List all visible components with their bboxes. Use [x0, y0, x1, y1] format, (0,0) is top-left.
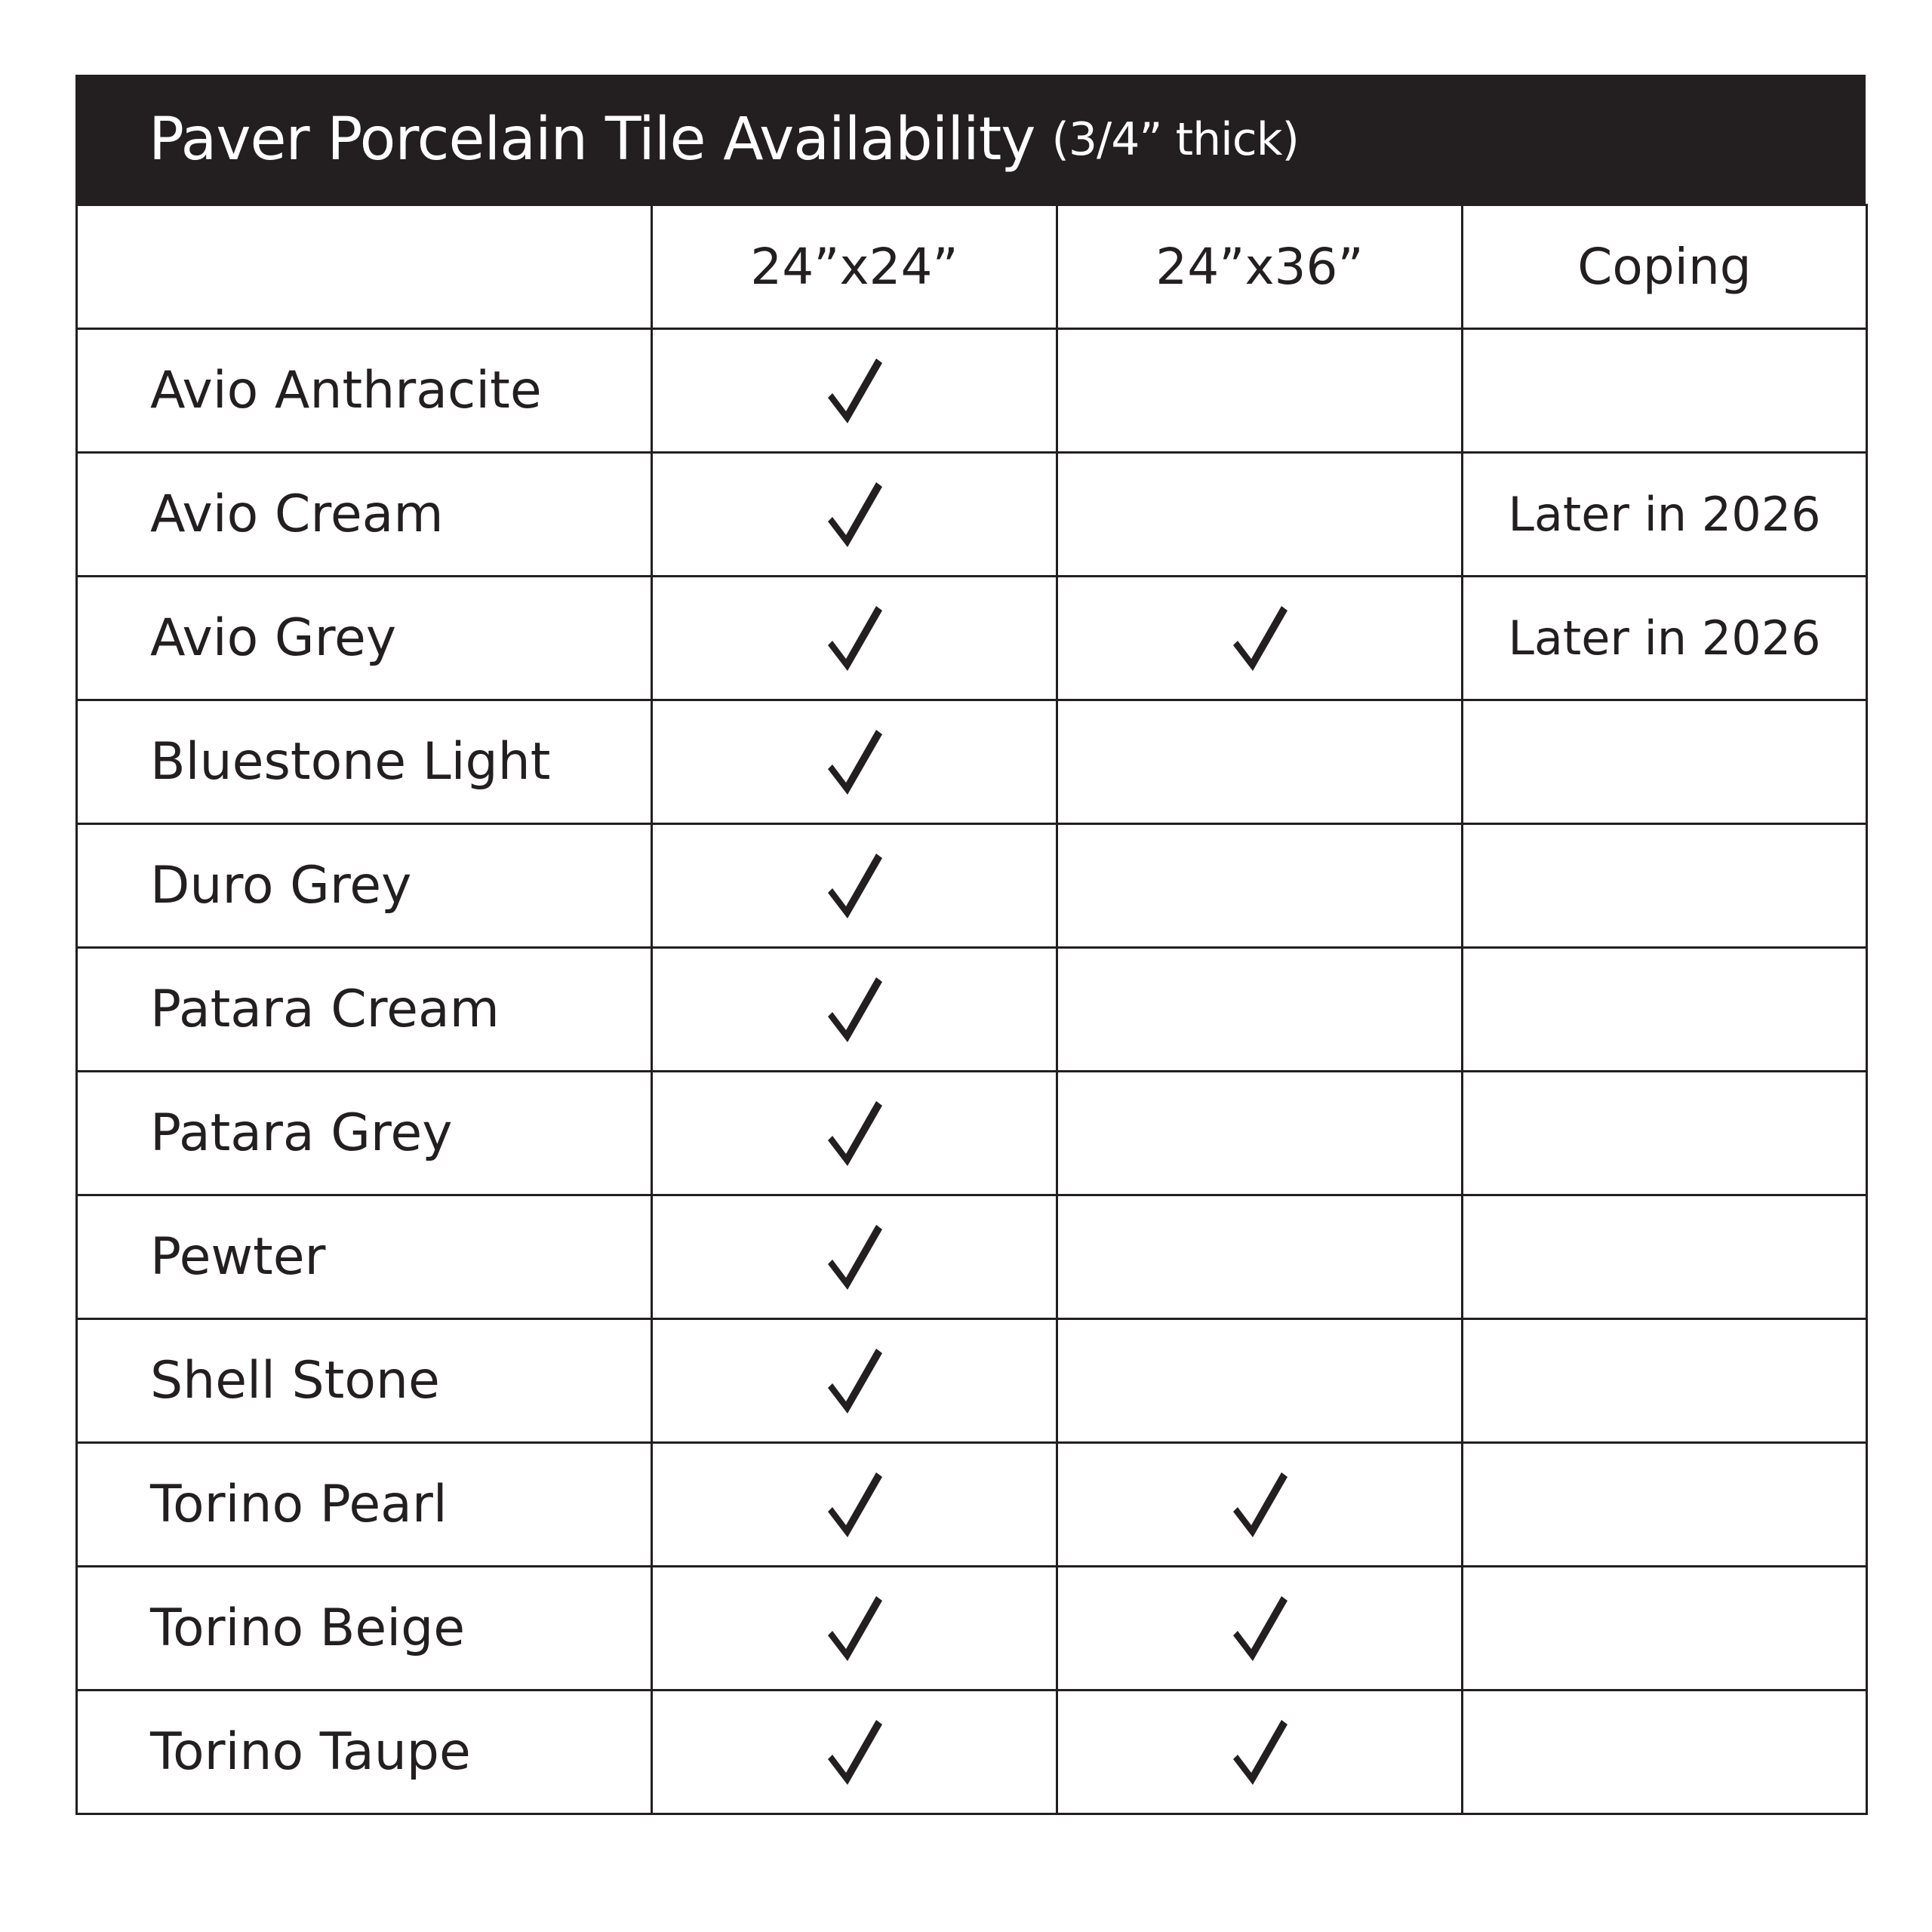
table-row: [77, 1319, 1867, 1443]
tile-name: Torino Taupe: [77, 1690, 652, 1814]
availability-sheet: [75, 75, 1866, 1815]
tile-name: Avio Anthracite: [77, 329, 652, 453]
availability-cell-24x24: [652, 1690, 1057, 1814]
availability-cell-24x36: [1057, 700, 1463, 824]
tile-name: Torino Pearl: [77, 1443, 652, 1567]
header-row: [77, 205, 1867, 329]
availability-table: [75, 204, 1868, 1815]
column-header-24x24: 24”x24”: [652, 205, 1057, 329]
table-body: [77, 329, 1867, 1814]
availability-cell-24x24: [652, 1567, 1057, 1690]
availability-cell-24x36: [1057, 1567, 1463, 1690]
availability-cell-24x24: [652, 948, 1057, 1072]
availability-cell-24x24: [652, 453, 1057, 577]
checkmark-icon: [1230, 1595, 1289, 1663]
tile-name: Pewter: [77, 1195, 652, 1319]
availability-cell-24x24: [652, 1195, 1057, 1319]
checkmark-icon: [825, 976, 884, 1044]
availability-cell-24x24: [652, 1443, 1057, 1567]
coping-cell: [1463, 1195, 1867, 1319]
column-header-coping: Coping: [1463, 205, 1867, 329]
table-row: [77, 1567, 1867, 1690]
coping-cell: [1463, 1319, 1867, 1443]
table-row: [77, 1443, 1867, 1567]
coping-cell: [1463, 948, 1867, 1072]
checkmark-icon: [825, 1347, 884, 1415]
table-row: [77, 700, 1867, 824]
tile-name: Torino Beige: [77, 1567, 652, 1690]
tile-name: Patara Cream: [77, 948, 652, 1072]
coping-cell: Later in 2026: [1463, 577, 1867, 700]
availability-cell-24x36: [1057, 329, 1463, 453]
coping-cell: Later in 2026: [1463, 453, 1867, 577]
column-header-name: [77, 205, 652, 329]
coping-cell: [1463, 1690, 1867, 1814]
coping-cell: [1463, 1072, 1867, 1195]
availability-cell-24x36: [1057, 453, 1463, 577]
table-row: [77, 577, 1867, 700]
coping-cell: [1463, 700, 1867, 824]
title-bar: [75, 75, 1866, 204]
availability-cell-24x36: [1057, 577, 1463, 700]
table-row: [77, 329, 1867, 453]
availability-cell-24x36: [1057, 1319, 1463, 1443]
checkmark-icon: [825, 1223, 884, 1291]
page-title: Paver Porcelain Tile Availability: [149, 105, 1035, 174]
checkmark-icon: [825, 481, 884, 549]
tile-name: Avio Cream: [77, 453, 652, 577]
table-row: [77, 1072, 1867, 1195]
availability-cell-24x24: [652, 700, 1057, 824]
table-row: [77, 1690, 1867, 1814]
checkmark-icon: [825, 1471, 884, 1539]
availability-cell-24x36: [1057, 1443, 1463, 1567]
availability-cell-24x24: [652, 1072, 1057, 1195]
page-subtitle: (3/4” thick): [1051, 112, 1299, 166]
table-row: [77, 1195, 1867, 1319]
coping-cell: [1463, 824, 1867, 948]
coping-cell: [1463, 1567, 1867, 1690]
checkmark-icon: [1230, 1471, 1289, 1539]
checkmark-icon: [825, 605, 884, 672]
availability-cell-24x36: [1057, 948, 1463, 1072]
column-header-24x36: 24”x36”: [1057, 205, 1463, 329]
tile-name: Duro Grey: [77, 824, 652, 948]
availability-cell-24x24: [652, 824, 1057, 948]
availability-cell-24x24: [652, 577, 1057, 700]
checkmark-icon: [825, 1718, 884, 1786]
coping-cell: [1463, 1443, 1867, 1567]
checkmark-icon: [825, 1100, 884, 1168]
table-row: [77, 948, 1867, 1072]
availability-cell-24x36: [1057, 1072, 1463, 1195]
table-row: [77, 824, 1867, 948]
checkmark-icon: [825, 728, 884, 796]
availability-cell-24x36: [1057, 1195, 1463, 1319]
tile-name: Patara Grey: [77, 1072, 652, 1195]
availability-cell-24x24: [652, 1319, 1057, 1443]
checkmark-icon: [1230, 605, 1289, 672]
availability-cell-24x24: [652, 329, 1057, 453]
tile-name: Bluestone Light: [77, 700, 652, 824]
table-row: [77, 453, 1867, 577]
checkmark-icon: [1230, 1718, 1289, 1786]
checkmark-icon: [825, 357, 884, 425]
availability-cell-24x36: [1057, 824, 1463, 948]
checkmark-icon: [825, 852, 884, 920]
tile-name: Avio Grey: [77, 577, 652, 700]
availability-cell-24x36: [1057, 1690, 1463, 1814]
tile-name: Shell Stone: [77, 1319, 652, 1443]
checkmark-icon: [825, 1595, 884, 1663]
coping-cell: [1463, 329, 1867, 453]
